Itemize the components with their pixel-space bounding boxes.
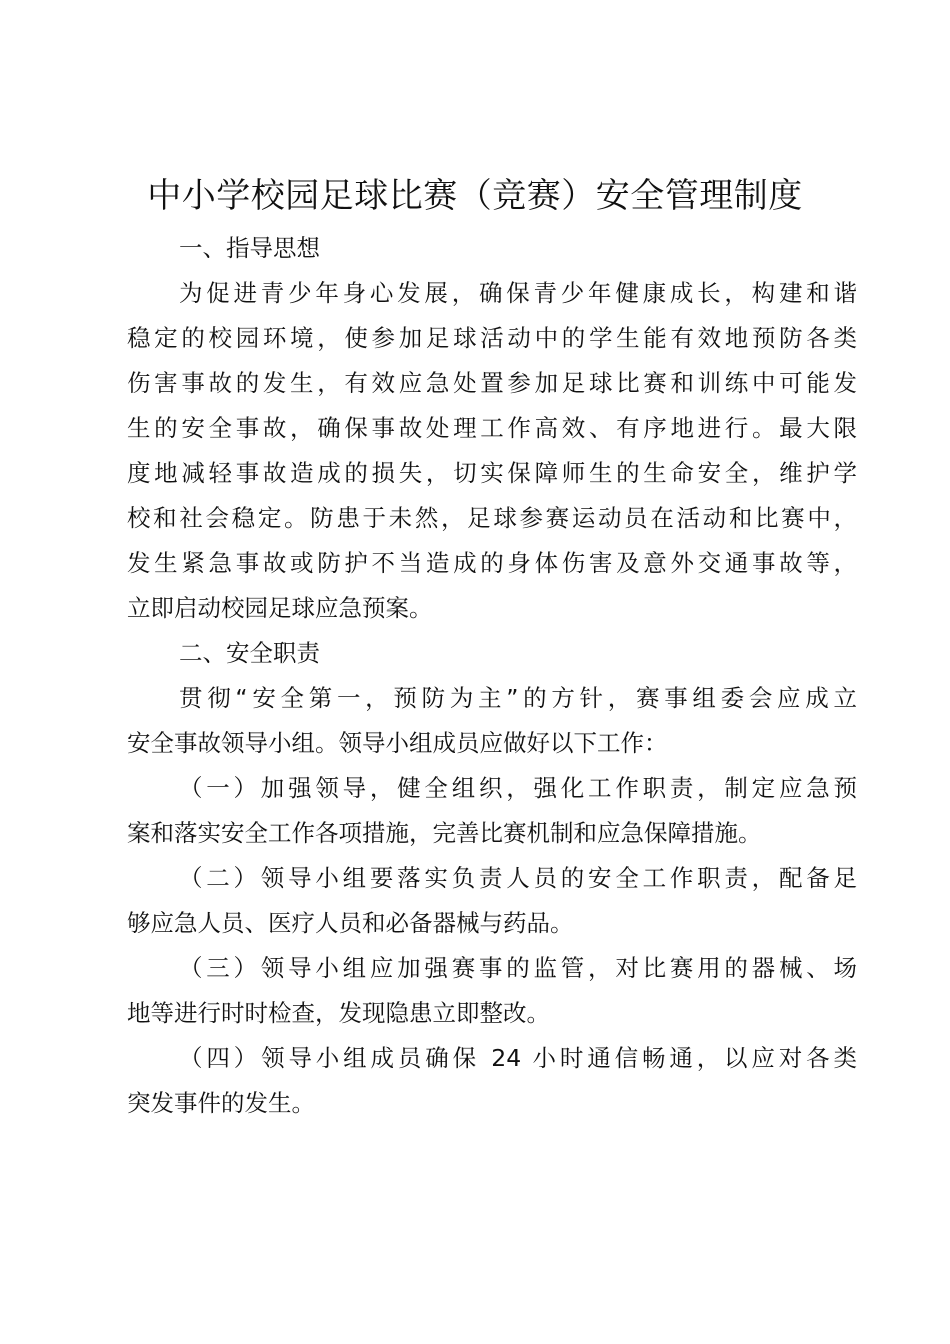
paragraph-line: 稳定的校园环境，使参加足球活动中的学生能有效地预防各类 bbox=[127, 324, 857, 352]
paragraph-line: 贯彻“安全第一，预防为主”的方针，赛事组委会应成立 bbox=[179, 684, 857, 712]
paragraph-line: 校和社会稳定。防患于未然，足球参赛运动员在活动和比赛中， bbox=[127, 504, 857, 532]
list-item-line: （四）领导小组成员确保 24 小时通信畅通，以应对各类 bbox=[179, 1044, 857, 1072]
list-item-line: （三）领导小组应加强赛事的监管，对比赛用的器械、场 bbox=[179, 954, 857, 982]
list-item-line: 突发事件的发生。 bbox=[127, 1089, 315, 1117]
list-item-line: 够应急人员、医疗人员和必备器械与药品。 bbox=[127, 909, 574, 937]
section-heading-safety-duties: 二、安全职责 bbox=[179, 639, 320, 667]
document-title: 中小学校园足球比赛（竞赛）安全管理制度 bbox=[147, 176, 803, 216]
list-item-line: 案和落实安全工作各项措施，完善比赛机制和应急保障措施。 bbox=[127, 819, 762, 847]
section-heading-guiding-ideology: 一、指导思想 bbox=[179, 234, 320, 262]
paragraph-line: 立即启动校园足球应急预案。 bbox=[127, 594, 433, 622]
paragraph-line: 伤害事故的发生，有效应急处置参加足球比赛和训练中可能发 bbox=[127, 369, 857, 397]
paragraph-line: 发生紧急事故或防护不当造成的身体伤害及意外交通事故等， bbox=[127, 549, 857, 577]
list-item-line: （一）加强领导，健全组织，强化工作职责，制定应急预 bbox=[179, 774, 857, 802]
list-item-line: （二）领导小组要落实负责人员的安全工作职责，配备足 bbox=[179, 864, 857, 892]
paragraph-line: 为促进青少年身心发展，确保青少年健康成长，构建和谐 bbox=[179, 279, 857, 307]
paragraph-line: 安全事故领导小组。领导小组成员应做好以下工作： bbox=[127, 729, 668, 757]
list-item-line: 地等进行时时检查，发现隐患立即整改。 bbox=[127, 999, 550, 1027]
document-body bbox=[127, 226, 857, 1126]
paragraph-line: 生的安全事故，确保事故处理工作高效、有序地进行。最大限 bbox=[127, 414, 857, 442]
paragraph-line: 度地减轻事故造成的损失，切实保障师生的生命安全，维护学 bbox=[127, 459, 857, 487]
